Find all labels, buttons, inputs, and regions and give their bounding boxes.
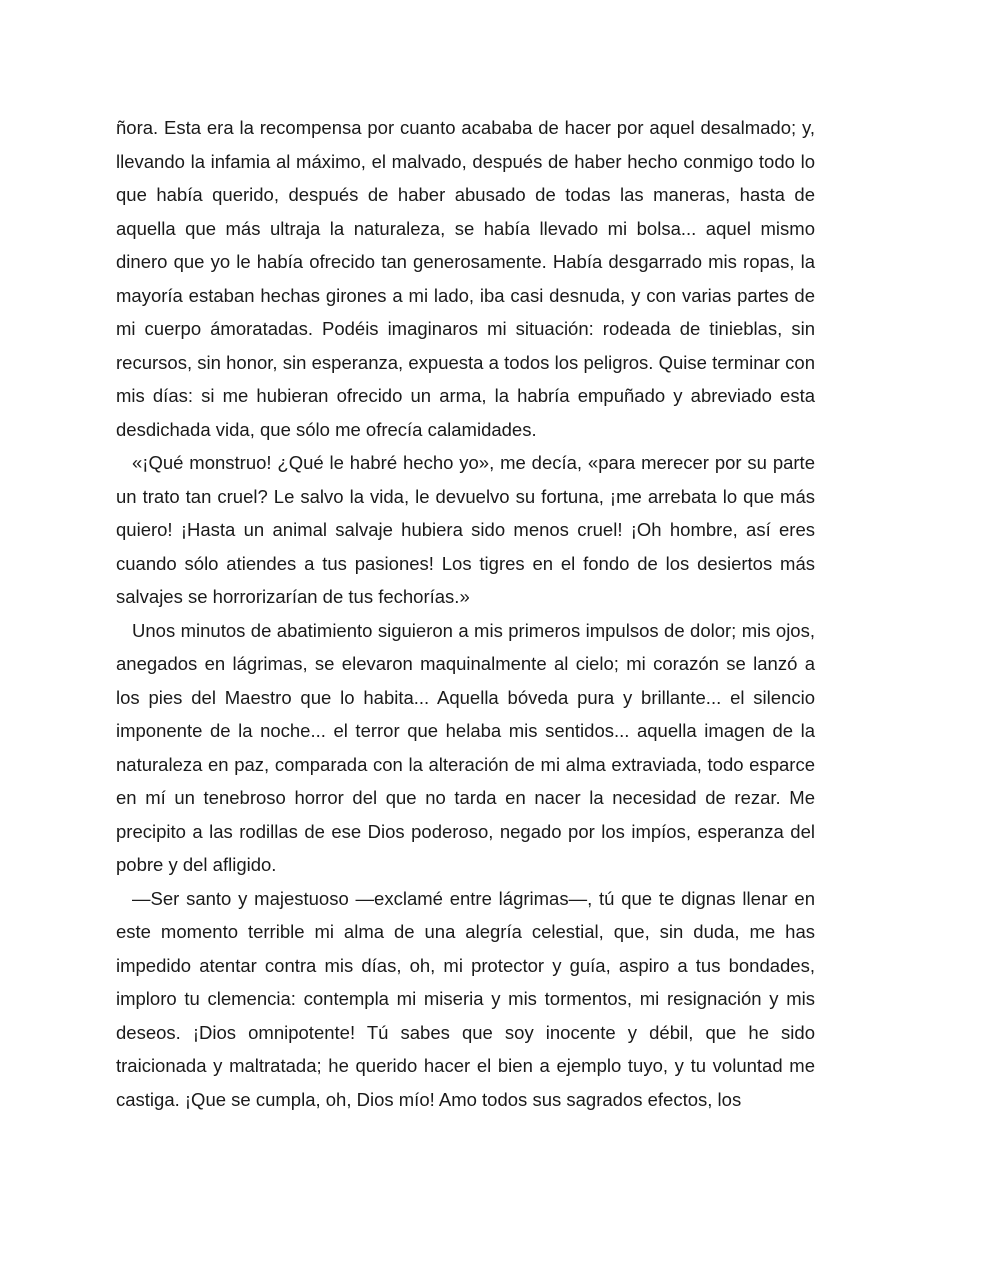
- document-page: [116, 111, 815, 1116]
- paragraph-1: ñora. Esta era la recompensa por cuanto acababa de hacer por aquel desalmado; y, llevando la infamia al máximo, el malvado, después de haber hecho conmigo todo lo que había querido, después de haber abusado de todas las maneras, hasta de aquella que más ultraja la naturaleza, se había llevado mi bolsa... aquel mismo dinero que yo le había ofrecido tan generosamente. Había desgarrado mis ropas, la mayoría estaban hechas girones a mi lado, iba casi desnuda, y con varias partes de mi cuerpo ámoratadas. Podéis imaginaros mi situación: rodeada de tinieblas, sin recursos, sin honor, sin esperanza, expuesta a todos los peligros. Quise terminar con mis días: si me hubieran ofrecido un arma, la habría empuñado y abreviado esta desdichada vida, que sólo me ofrecía calamidades.: [116, 117, 815, 440]
- paragraph-3: Unos minutos de abatimiento siguieron a mis primeros impulsos de dolor; mis ojos, anegados en lágrimas, se elevaron maquinalmente al cielo; mi corazón se lanzó a los pies del Maestro que lo habita... Aquella bóveda pura y brillante... el silencio imponente de la noche... el terror que helaba mis sentidos... aquella imagen de la naturaleza en paz, comparada con la alteración de mi alma extraviada, todo esparce en mí un tenebroso horror del que no tarda en nacer la necesidad de rezar. Me precipito a las rodillas de ese Dios poderoso, negado por los impíos, esperanza del pobre y del afligido.: [116, 619, 815, 875]
- paragraph-2: «¡Qué monstruo! ¿Qué le habré hecho yo», me decía, «para merecer por su parte un trato tan cruel? Le salvo la vida, le devuelvo su fortuna, ¡me arrebata lo que más quiero! ¡Hasta un animal salvaje hubiera sido menos cruel! ¡Oh hombre, así eres cuando sólo atiendes a tus pasiones! Los tigres en el fondo de los desiertos más salvajes se horrorizarían de tus fechorías.»: [116, 452, 815, 607]
- paragraph-4: —Ser santo y majestuoso —exclamé entre lágrimas—, tú que te dignas llenar en este momento terrible mi alma de una alegría celestial, que, sin duda, me has impedido atentar contra mis días, oh, mi protector y guía, aspiro a tus bondades, imploro tu clemencia: contempla mi miseria y mis tormentos, mi resignación y mis deseos. ¡Dios omnipotente! Tú sabes que soy inocente y débil, que he sido traicionada y maltratada; he querido hacer el bien a ejemplo tuyo, y tu voluntad me castiga. ¡Que se cumpla, oh, Dios mío! Amo todos sus sagrados efectos, los: [116, 887, 815, 1110]
